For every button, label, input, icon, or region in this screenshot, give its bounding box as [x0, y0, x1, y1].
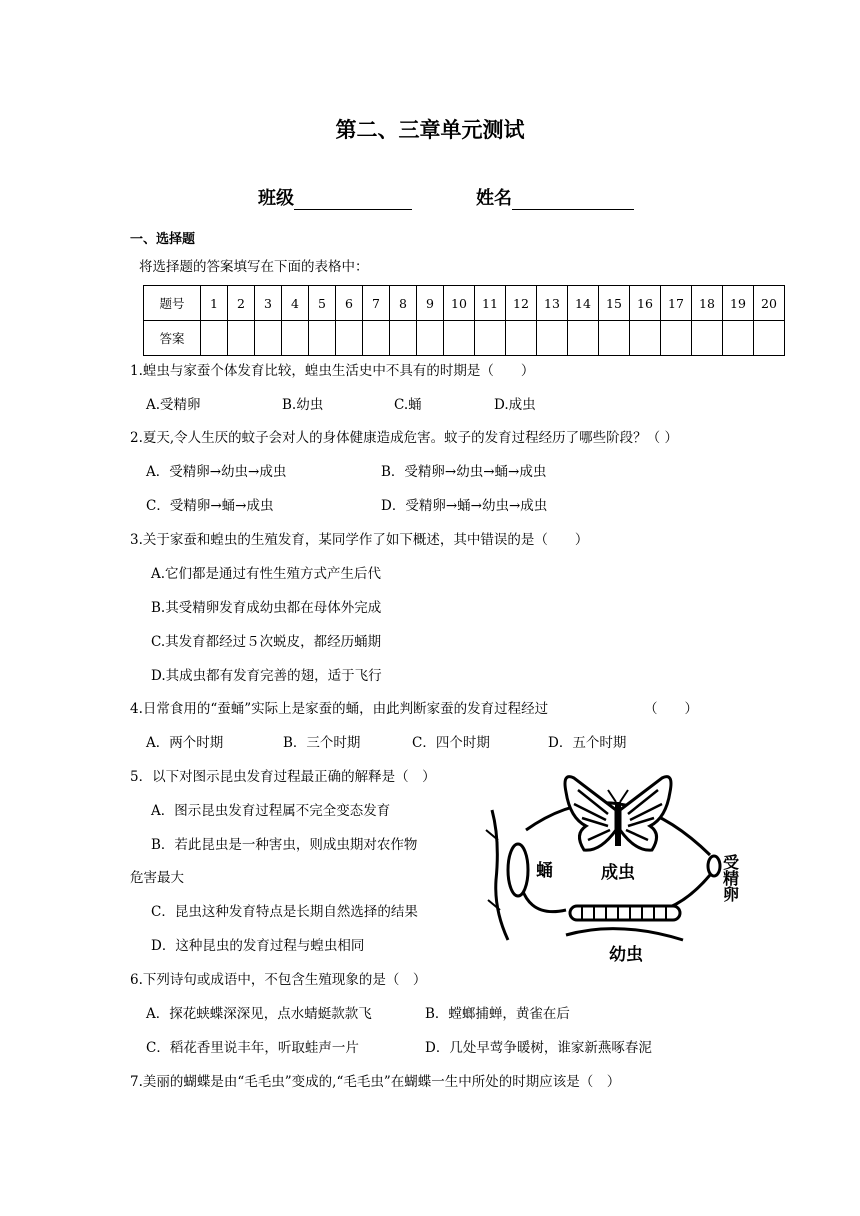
q5-option-d: D．这种昆虫的发育过程与蝗虫相同 — [151, 938, 365, 954]
q2-stem: 2.夏天,令人生厌的蚊子会对人的身体健康造成危害。蚊子的发育过程经历了哪些阶段？（ ） — [130, 430, 678, 446]
q6-option-d: D．几处早莺争暖树，谁家新燕啄春泥 — [425, 1040, 652, 1056]
answer-cell[interactable] — [754, 321, 785, 356]
num-cell: 5 — [309, 286, 336, 321]
answer-row — [144, 321, 785, 356]
name-field — [476, 184, 634, 210]
q5-option-b-cont: 危害最大 — [130, 870, 184, 886]
label-larva: 幼虫 — [609, 945, 643, 965]
row-header-answer: 答案 — [144, 321, 201, 356]
q5-option-b: B．若此昆虫是一种害虫，则成虫期对农作物 — [151, 837, 418, 853]
num-cell: 7 — [363, 286, 390, 321]
butterfly-icon — [565, 777, 671, 851]
instruction: 将选择题的答案填写在下面的表格中： — [139, 259, 369, 275]
q6-option-a: A．探花蛱蝶深深见，点水蜻蜓款款飞 — [146, 1006, 372, 1022]
q3-option-a: A.它们都是通过有性生殖方式产生后代 — [151, 566, 382, 582]
page-title: 第二、三章单元测试 — [335, 118, 525, 142]
answer-cell[interactable] — [282, 321, 309, 356]
q3-option-c: C.其发育都经过５次蜕皮，都经历蛹期 — [151, 634, 382, 650]
egg-icon — [708, 856, 720, 876]
row-header-number: 题号 — [144, 286, 201, 321]
answer-cell[interactable] — [309, 321, 336, 356]
num-cell: 9 — [417, 286, 444, 321]
answer-cell[interactable] — [444, 321, 475, 356]
q4-stem: 4.日常食用的“蚕蛹”实际上是家蚕的蛹，由此判断家蚕的发育过程经过 — [130, 701, 549, 717]
num-cell: 16 — [630, 286, 661, 321]
answer-cell[interactable] — [475, 321, 506, 356]
q4-answer-paren: （ ） — [644, 701, 698, 717]
answer-cell[interactable] — [255, 321, 282, 356]
pupa-icon — [508, 844, 528, 896]
insect-lifecycle-figure — [478, 770, 758, 965]
class-field — [258, 184, 412, 210]
q1-option-d: D.成虫 — [494, 397, 536, 413]
larva-icon — [570, 906, 680, 920]
answer-cell[interactable] — [723, 321, 754, 356]
num-cell: 12 — [506, 286, 537, 321]
answer-cell[interactable] — [599, 321, 630, 356]
answer-cell[interactable] — [537, 321, 568, 356]
q3-option-b: B.其受精卵发育成幼虫都在母体外完成 — [151, 600, 382, 616]
num-cell: 8 — [390, 286, 417, 321]
number-row — [144, 286, 785, 321]
num-cell: 17 — [661, 286, 692, 321]
label-adult: 成虫 — [601, 863, 635, 883]
q3-stem: 3.关于家蚕和蝗虫的生殖发育，某同学作了如下概述，其中错误的是（ ） — [130, 532, 589, 548]
answer-cell[interactable] — [417, 321, 444, 356]
num-cell: 15 — [599, 286, 630, 321]
q2-option-a: A．受精卵→幼虫→成虫 — [146, 464, 287, 480]
q3-option-d: D.其成虫都有发育完善的翅，适于飞行 — [151, 668, 382, 684]
num-cell: 6 — [336, 286, 363, 321]
class-label: 班级 — [258, 188, 294, 209]
q4-option-b: B．三个时期 — [283, 735, 361, 751]
q6-stem: 6.下列诗句或成语中，不包含生殖现象的是（ ） — [130, 972, 427, 988]
name-blank[interactable] — [512, 191, 634, 210]
answer-cell[interactable] — [506, 321, 537, 356]
answer-cell[interactable] — [692, 321, 723, 356]
section-title: 一、选择题 — [130, 232, 196, 247]
q2-option-b: B．受精卵→幼虫→蛹→成虫 — [381, 464, 547, 480]
q6-option-b: B．螳螂捕蝉，黄雀在后 — [425, 1006, 570, 1022]
answer-cell[interactable] — [630, 321, 661, 356]
q1-option-c: C.蛹 — [394, 397, 422, 413]
q2-option-c: C．受精卵→蛹→成虫 — [146, 498, 274, 514]
num-cell: 2 — [228, 286, 255, 321]
q1-option-b: B.幼虫 — [282, 397, 324, 413]
answer-cell[interactable] — [228, 321, 255, 356]
answer-cell[interactable] — [336, 321, 363, 356]
answer-cell[interactable] — [363, 321, 390, 356]
answer-cell[interactable] — [568, 321, 599, 356]
q5-stem: 5．以下对图示昆虫发育过程最正确的解释是（ ） — [130, 769, 436, 785]
num-cell: 20 — [754, 286, 785, 321]
q4-option-a: A．两个时期 — [146, 735, 224, 751]
num-cell: 4 — [282, 286, 309, 321]
num-cell: 3 — [255, 286, 282, 321]
q6-option-c: C．稻花香里说丰年，听取蛙声一片 — [146, 1040, 359, 1056]
answer-cell[interactable] — [661, 321, 692, 356]
q1-stem: 1.蝗虫与家蚕个体发育比较，蝗虫生活史中不具有的时期是（ ） — [130, 363, 535, 379]
q4-option-d: D．五个时期 — [548, 735, 627, 751]
num-cell: 19 — [723, 286, 754, 321]
num-cell: 11 — [475, 286, 506, 321]
q7-stem: 7.美丽的蝴蝶是由“毛毛虫”变成的,“毛毛虫”在蝴蝶一生中所处的时期应该是（ ） — [130, 1074, 621, 1090]
num-cell: 10 — [444, 286, 475, 321]
answer-cell[interactable] — [390, 321, 417, 356]
class-blank[interactable] — [294, 191, 412, 210]
num-cell: 18 — [692, 286, 723, 321]
answer-table — [143, 285, 785, 356]
label-egg: 受精卵 — [720, 854, 740, 902]
q5-option-c: C．昆虫这种发育特点是长期自然选择的结果 — [151, 904, 418, 920]
num-cell: 13 — [537, 286, 568, 321]
name-label: 姓名 — [476, 188, 512, 209]
num-cell: 14 — [568, 286, 599, 321]
num-cell: 1 — [201, 286, 228, 321]
q4-option-c: C．四个时期 — [412, 735, 490, 751]
label-pupa: 蛹 — [536, 861, 553, 881]
q1-option-a: A.受精卵 — [146, 397, 201, 413]
q2-option-d: D．受精卵→蛹→幼虫→成虫 — [381, 498, 548, 514]
answer-cell[interactable] — [201, 321, 228, 356]
q5-option-a: A．图示昆虫发育过程属不完全变态发育 — [151, 803, 391, 819]
